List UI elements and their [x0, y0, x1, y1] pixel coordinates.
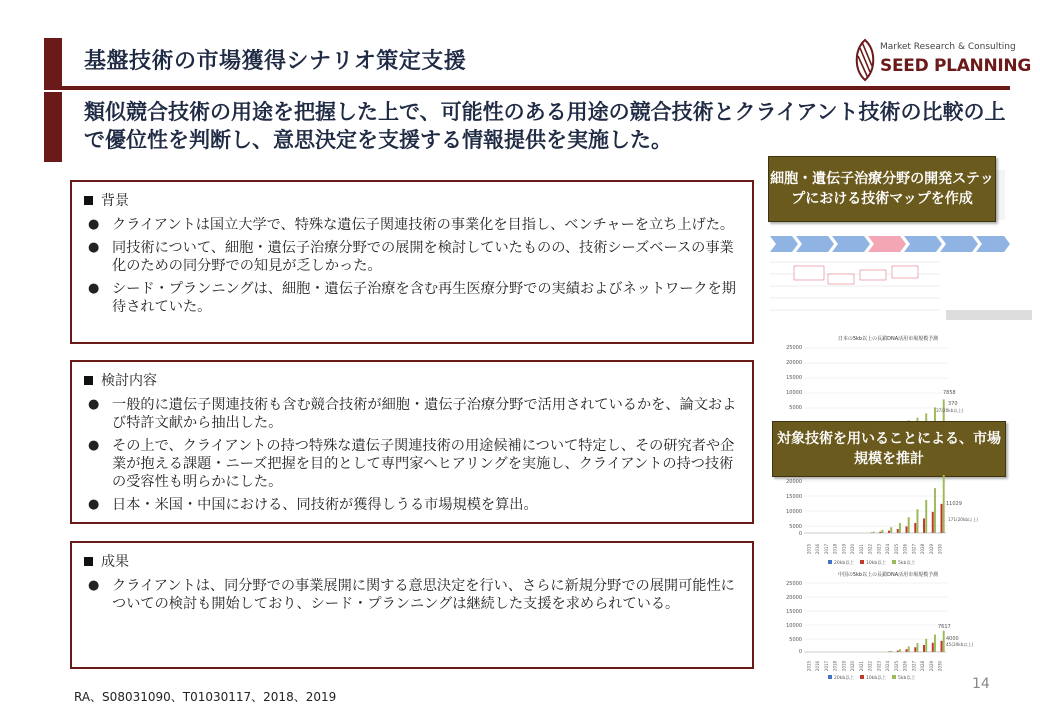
- x-tick: 2017: [823, 660, 829, 672]
- chart-china: [786, 570, 974, 682]
- x-tick: 2021: [858, 660, 864, 672]
- legend: [828, 674, 916, 681]
- bar: [932, 512, 934, 533]
- y-tick: 10000: [786, 390, 802, 396]
- bar: [897, 529, 899, 533]
- bar: [941, 504, 943, 533]
- y-tick: 0: [798, 649, 802, 655]
- data-label: 11029: [946, 501, 962, 507]
- subtitle-accent-bar: [44, 92, 62, 162]
- x-tick: 2028: [920, 543, 926, 555]
- x-tick: 2015: [806, 660, 812, 672]
- legend-swatch: [892, 560, 896, 564]
- y-tick: 15000: [786, 375, 802, 381]
- bar: [881, 530, 883, 533]
- page-number: 14: [972, 676, 990, 692]
- legend-entry: 10kb以上: [866, 676, 887, 681]
- map-cell: [794, 266, 824, 280]
- x-axis: [806, 660, 942, 671]
- y-tick: 5000: [789, 637, 802, 643]
- map-cell: [860, 270, 886, 280]
- x-tick: 2023: [876, 543, 882, 555]
- y-tick: 25000: [786, 581, 802, 587]
- data-label: 171(20kb以上): [948, 517, 979, 522]
- data-label: 370: [948, 401, 958, 407]
- square-bullet-icon: [84, 557, 93, 566]
- map-step: [770, 236, 798, 252]
- chart-title: 日本の5kb以上の長鎖DNA活用市場規模予測: [837, 336, 939, 342]
- data-label: 45(20kb以上): [946, 642, 974, 647]
- x-axis: [806, 543, 942, 554]
- market-callout: 対象技術を用いることによる、市場規模を推計: [772, 421, 1006, 477]
- bar: [941, 641, 943, 652]
- bar: [890, 527, 892, 533]
- bar: [923, 518, 925, 533]
- list-item: ● 日本・米国・中国における、同技術が獲得しうる市場規模を算出。: [82, 496, 742, 514]
- section-heading: 成果: [101, 554, 129, 570]
- bar: [899, 649, 901, 652]
- x-tick: 2029: [928, 543, 934, 555]
- list-item: ● クライアントは、同分野での事業展開に関する意思決定を行い、さらに新規分野での展開可能性についての検討も開始しており、シード・プランニングは継続した支援を求められている。: [82, 577, 742, 613]
- x-tick: 2016: [815, 543, 821, 555]
- y-axis: [786, 345, 802, 411]
- legend-swatch: [860, 675, 864, 679]
- x-tick: 2025: [893, 543, 899, 555]
- bar: [925, 500, 927, 533]
- data-label: 37(20kb以上): [936, 408, 964, 413]
- map-bar: [946, 310, 1032, 320]
- y-axis: [786, 479, 802, 537]
- x-tick: 2020: [850, 660, 856, 672]
- bar: [906, 526, 908, 533]
- x-tick: 2017: [823, 543, 829, 555]
- bar: [906, 649, 908, 652]
- reference-code: RA、S08031090、T01030117、2018、2019: [74, 690, 337, 704]
- list-item: ● クライアントは国立大学で、特殊な遺伝子関連技術の事業化を目指し、ベンチャーを立ち上げた。: [82, 216, 742, 234]
- section-heading: 背景: [101, 193, 129, 209]
- y-tick: 15000: [786, 609, 802, 615]
- chart-us: [786, 477, 979, 567]
- y-tick: 15000: [786, 494, 802, 500]
- y-tick: 10000: [786, 623, 802, 629]
- bar: [925, 639, 927, 652]
- chart-title: 中国の5kb以上の長鎖DNA活用市場規模予測: [837, 572, 939, 578]
- title-rule: [44, 86, 1010, 90]
- legend-entry: 10kb以上: [866, 561, 887, 566]
- bar: [932, 643, 934, 652]
- y-tick: 0: [798, 531, 802, 537]
- bar: [916, 509, 918, 533]
- data-label: 7617: [938, 624, 951, 630]
- map-step: [832, 236, 870, 252]
- legend-entry: 20kb以上: [834, 561, 855, 566]
- x-tick: 2023: [876, 660, 882, 672]
- list-item: ● 一般的に遺伝子関連技術も含む競合技術が細胞・遺伝子治療分野で活用されているかを、論文および特許文献から抽出した。: [82, 396, 742, 432]
- bar: [914, 523, 916, 533]
- logo-tagline: Market Research & Consulting: [880, 42, 1016, 52]
- legend: [828, 559, 916, 566]
- map-step: [904, 236, 942, 252]
- map-step: [940, 236, 978, 252]
- list-item: ● その上で、クライアントの持つ特殊な遺伝子関連技術の用途候補について特定し、その研究者や企業が抱える課題・ニーズ把握を目的として専門家へヒアリングを実施し、クライアントの持つ技術の受容性も明らかにした。: [82, 437, 742, 491]
- x-tick: 2025: [893, 660, 899, 672]
- bar: [908, 646, 910, 652]
- x-tick: 2018: [832, 660, 838, 672]
- map-cell: [892, 266, 918, 278]
- company-logo: [852, 38, 1032, 82]
- legend-swatch: [892, 675, 896, 679]
- bar: [899, 523, 901, 533]
- bar: [914, 647, 916, 652]
- map-step: [976, 236, 1010, 252]
- x-tick: 2022: [867, 660, 873, 672]
- map-step-highlight: [868, 236, 906, 252]
- legend-swatch: [860, 560, 864, 564]
- legend-entry: 5kb以上: [898, 676, 916, 681]
- legend-entry: 5kb以上: [898, 561, 916, 566]
- list-item: ● シード・プランニングは、細胞・遺伝子治療を含む再生医療分野での実績およびネットワークを期待されていた。: [82, 280, 742, 316]
- legend-entry: 20kb以上: [834, 676, 855, 681]
- title-accent-bar: [44, 38, 62, 86]
- bar: [923, 645, 925, 652]
- x-tick: 2021: [858, 543, 864, 555]
- section-heading: 検討内容: [101, 373, 157, 389]
- y-tick: 20000: [786, 360, 802, 366]
- x-tick: 2016: [815, 660, 821, 672]
- y-tick: 5000: [789, 524, 802, 530]
- seed-logo-icon: [852, 38, 878, 82]
- x-tick: 2015: [806, 543, 812, 555]
- section-background: [70, 180, 754, 344]
- square-bullet-icon: [84, 376, 93, 385]
- x-tick: 2030: [937, 543, 943, 555]
- x-tick: 2018: [832, 543, 838, 555]
- y-tick: 20000: [786, 595, 802, 601]
- page-subtitle: 類似競合技術の用途を把握した上で、可能性のある用途の競合技術とクライアント技術の比較の上で優位性を判断し、意思決定を支援する情報提供を実施した。: [84, 100, 1006, 152]
- y-tick: 5000: [789, 405, 802, 411]
- square-bullet-icon: [84, 196, 93, 205]
- x-tick: 2024: [885, 543, 891, 555]
- legend-swatch: [828, 675, 832, 679]
- bar: [888, 531, 890, 533]
- bar: [908, 517, 910, 533]
- bar: [943, 475, 945, 533]
- bar: [943, 631, 945, 652]
- bar: [934, 635, 936, 652]
- chart-japan: [788, 332, 970, 424]
- legend-swatch: [828, 560, 832, 564]
- x-tick: 2029: [928, 660, 934, 672]
- tech-map-callout: 細胞・遺伝子治療分野の開発ステップにおける技術マップを作成: [768, 156, 996, 222]
- x-tick: 2027: [911, 660, 917, 672]
- x-tick: 2024: [885, 660, 891, 672]
- x-tick: 2030: [937, 660, 943, 672]
- section-study: [70, 360, 754, 524]
- x-tick: 2026: [902, 543, 908, 555]
- x-tick: 2028: [920, 660, 926, 672]
- y-tick: 25000: [786, 345, 802, 351]
- x-tick: 2019: [841, 543, 847, 555]
- data-label: 4000: [946, 636, 959, 642]
- x-tick: 2027: [911, 543, 917, 555]
- section-results: [70, 541, 754, 669]
- data-label: 7858: [943, 390, 956, 396]
- x-tick: 2026: [902, 660, 908, 672]
- y-tick: 20000: [786, 479, 802, 485]
- x-tick: 2019: [841, 660, 847, 672]
- list-item: ● 同技術について、細胞・遺伝子治療分野での展開を検討していたものの、技術シーズベースの事業化のための同分野での知見が乏しかった。: [82, 239, 742, 275]
- x-tick: 2020: [850, 543, 856, 555]
- y-axis: [786, 581, 802, 655]
- map-cell: [828, 274, 854, 284]
- logo-name: SEED PLANNING: [880, 56, 1032, 76]
- bar: [934, 488, 936, 533]
- page-title: 基盤技術の市場獲得シナリオ策定支援: [84, 49, 467, 74]
- x-tick: 2022: [867, 543, 873, 555]
- y-tick: 10000: [786, 509, 802, 515]
- map-step: [796, 236, 834, 252]
- bar: [916, 643, 918, 652]
- map-step-arrows: [770, 236, 1010, 252]
